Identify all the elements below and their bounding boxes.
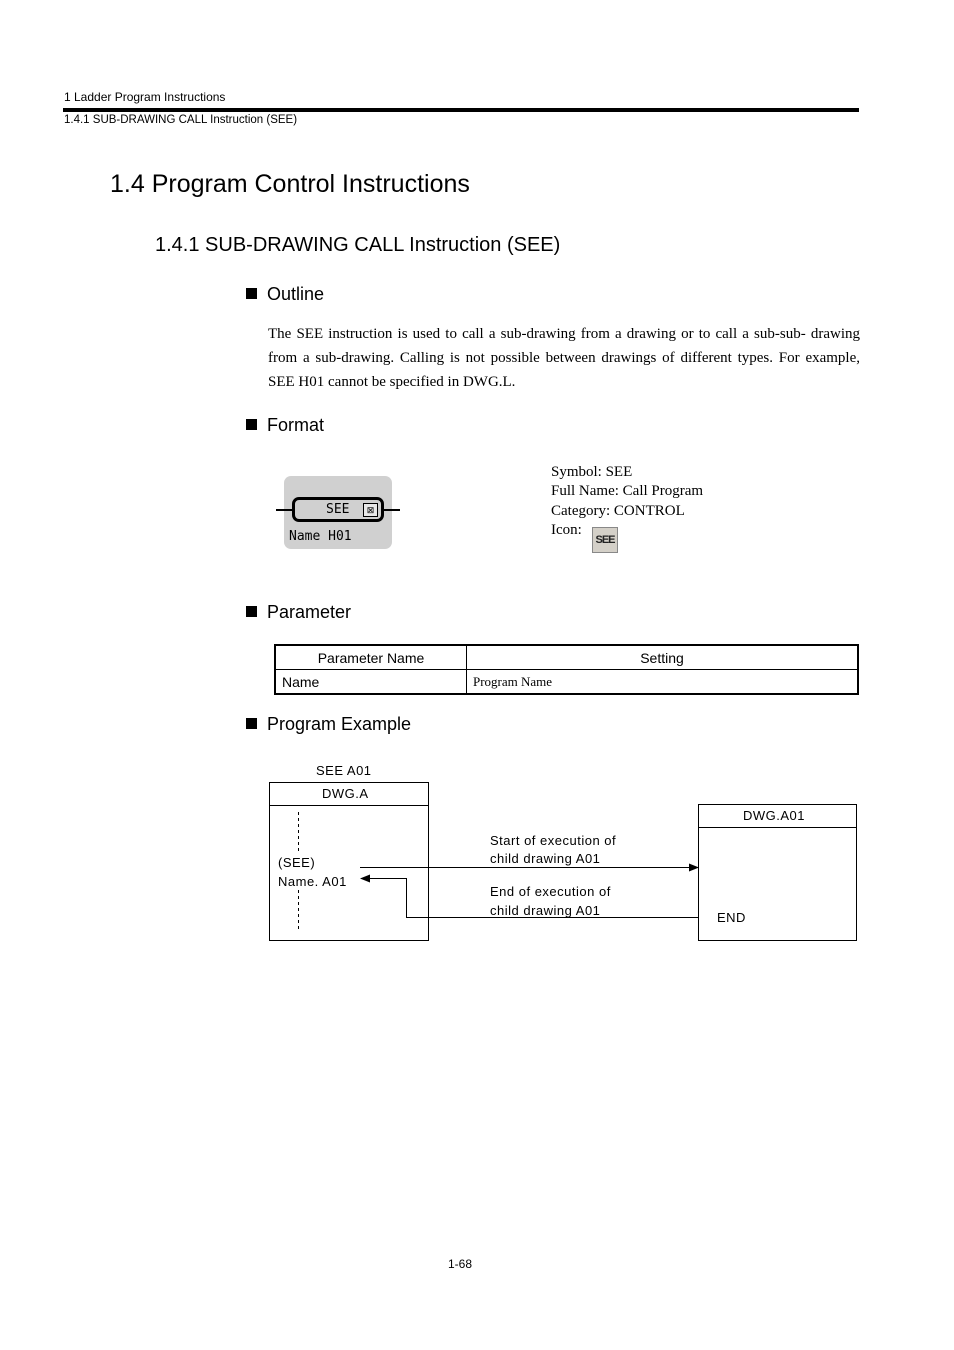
see-label: (SEE)	[278, 855, 316, 870]
table-cell: Program Name	[467, 670, 859, 695]
symbol-label: SEE	[326, 502, 350, 517]
table-cell: Name	[275, 670, 467, 695]
start-label-line1: Start of execution of	[490, 833, 617, 848]
column-header: Setting	[467, 645, 859, 670]
subsection-title: 1.4.1 SUB-DRAWING CALL Instruction (SEE)	[155, 234, 561, 256]
child-box-title: DWG.A01	[743, 808, 806, 823]
full-name-line: Full Name: Call Program	[551, 483, 704, 499]
format-heading: Format	[246, 415, 324, 436]
end-label-line2: child drawing A01	[490, 903, 601, 918]
outline-text: The SEE instruction is used to call a sub-drawing from a drawing or to call a sub-sub- drawing from a sub-drawing. Calling is not possible between drawings of different types. For example, SEE H01 cannot be specified in DWG.L.	[268, 326, 860, 390]
expand-icon: ⊠	[363, 503, 378, 517]
icon-line: Icon:	[551, 522, 582, 538]
symbol-name: Name H01	[289, 529, 352, 544]
section-title: 1.4 Program Control Instructions	[110, 170, 470, 198]
parameter-heading: Parameter	[246, 602, 351, 623]
outline-heading: Outline	[246, 284, 324, 305]
end-label: END	[717, 910, 746, 925]
column-header: Parameter Name	[275, 645, 467, 670]
start-label-line2: child drawing A01	[490, 851, 601, 866]
program-example-heading: Program Example	[246, 714, 411, 735]
running-header-chapter: 1 Ladder Program Instructions	[64, 90, 226, 104]
symbol-line: Symbol: SEE	[551, 464, 633, 480]
name-label: Name. A01	[278, 874, 347, 889]
see-icon: SEE	[592, 527, 618, 553]
caller-title: SEE A01	[316, 763, 372, 778]
caller-box-title: DWG.A	[322, 786, 369, 801]
category-line: Category: CONTROL	[551, 503, 685, 519]
page-number: 1-68	[448, 1257, 473, 1271]
running-header-section: 1.4.1 SUB-DRAWING CALL Instruction (SEE)	[64, 114, 298, 126]
end-label-line1: End of execution of	[490, 884, 611, 899]
